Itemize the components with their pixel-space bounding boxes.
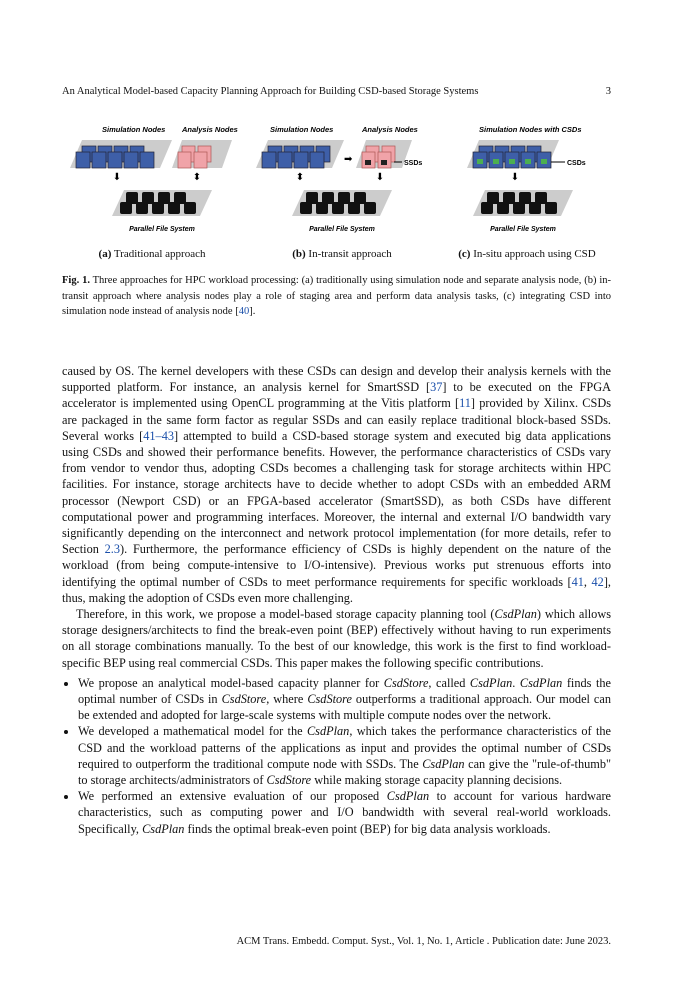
label-parallel-file-system: Parallel File System [309,226,375,233]
paragraph-2: Therefore, in this work, we propose a model-based storage capacity planning tool (CsdPlan) which allows storage designers/architects to find the break-even point (BEP) effectively without having to run experiments on all storage combinations manually. To the best of our knowledge, this work is the first to find workload-specific BEP using real commercial CSDs. This paper makes the following specific contributions. [62,607,611,670]
simulation-node-stack [76,146,154,168]
section-link[interactable]: 2.3 [104,542,121,557]
citation-link[interactable]: 42 [591,574,604,589]
subcaption-b: (b) In-transit approach [292,248,392,260]
paragraph-1: caused by OS. The kernel developers with these CSDs can design and develop their analysis kernels with the supported platform. For instance, an analysis kernel for SmartSSD [37] to be executed on the FPGA accelerator is implemented using OpenCL programming at the Vitis platform [11] provided by Xilinx. CSDs are packaged in the same form factor as regular SSDs and can easily replace traditional block-based SSDs. Several works [41–43] attempted to build a CSD-based storage system and executed big data applications using CSDs and showed their performance benefits. However, the performance characteristics of CSDs vary from vendor to vendor thus, adopting CSDs becomes a challenging task for storage architects within HPC facilities. For instance, storage architects have to decide whether to adopt CSDs with an embedded ARM processor (Newport CSD) or an FPGA-based accelerator (SmartSSD), as both CSDs have different computational power and programming interfaces. Moreover, the internal and external I/O bandwidth vary significantly depending on the interconnect and network protocol implementation (for more details, refer to Section 2.3). Furthermore, the performance efficiency of CSDs is highly dependent on the nature of the workload (from being compute-intensive to I/O-intensive). Previous works put strenuous efforts into identifying the optimal number of CSDs to meet performance requirements for specific workloads [41, 42], thus, making the adoption of CSDs even more challenging. [62,364,612,605]
arrow-updown-icon: ⬍ [295,172,305,183]
citation-link[interactable]: 41–43 [143,428,174,443]
panel-b [252,118,432,260]
running-footer: ACM Trans. Embedd. Comput. Syst., Vol. 1, No. 1, Article . Publication date: June 2023. [236,936,611,947]
list-item: • We propose an analytical model-based capacity planner for CsdStore, called CsdPlan. CsdPlan finds the optimal number of CSDs in CsdStore, where CsdStore outperforms a traditional approach. Our model can be extended and adopted for large-scale systems with multiple compute nodes over the network. [78,675,611,724]
label-simulation-nodes: Simulation Nodes [270,125,334,134]
page-number: 3 [605,86,611,97]
contributions-list [62,675,611,837]
figure-tag: Fig. 1. [62,275,90,286]
parallel-file-system-disks [120,192,196,214]
citation-link[interactable]: 40 [238,306,250,317]
running-header [62,86,611,97]
label-ssds: SSDs [404,160,423,167]
arrow-down-icon: ⬇ [510,172,520,183]
figure-caption: Fig. 1. Three approaches for HPC workload processing: (a) traditionally using simulation node and separate analysis node, (b) in-transit approach where analysis nodes play a role of staging area and perform data analysis tasks, (c) integrating CSD into simulation node instead of analysis node [40]. [62,275,611,317]
panel-c-diagram [437,118,617,238]
list-item: • We developed a mathematical model for the CsdPlan, which takes the performance characteristics of the CSD and the workload patterns of the applications as input and provides the optimal number of CSDs required to outperform the traditional compute node with SSDs. The CsdPlan can give the "rule-of-thumb" to storage architects/administrators of CsdStore while making storage capacity planning decisions. [78,723,611,788]
label-simulation-nodes-with-csds: Simulation Nodes with CSDs [479,125,582,134]
body-text [62,363,611,837]
subcaption-a: (a) Traditional approach [98,248,206,260]
header-title: An Analytical Model-based Capacity Planning Approach for Building CSD-based Storage Systems [62,86,479,97]
citation-link[interactable]: 11 [459,396,471,411]
subcaption-c: (c) In-situ approach using CSD [458,248,596,260]
label-parallel-file-system: Parallel File System [129,226,195,233]
figure-1 [62,118,612,260]
arrow-updown-icon: ⬍ [192,172,202,183]
arrow-down-icon: ⬇ [375,172,385,183]
label-parallel-file-system: Parallel File System [490,226,556,233]
citation-link[interactable]: 37 [430,380,443,395]
label-analysis-nodes: Analysis Nodes [362,125,418,134]
arrow-down-icon: ⬇ [112,172,122,183]
panel-a [62,118,242,260]
list-item: • We performed an extensive evaluation of our proposed CsdPlan to account for various hardware characteristics, such as computing power and I/O bandwidth with several real-world workloads. Specifically, CsdPlan finds the optimal break-even point (BEP) for big data analysis workloads. [78,788,611,837]
label-simulation-nodes: Simulation Nodes [102,125,166,134]
arrow-right-icon: ➡ [344,154,353,165]
panel-c [437,118,617,260]
panel-b-diagram [252,118,432,238]
label-csds: CSDs [567,160,586,167]
panel-a-diagram [62,118,242,238]
citation-link[interactable]: 41 [571,574,584,589]
label-analysis-nodes: Analysis Nodes [182,125,238,134]
